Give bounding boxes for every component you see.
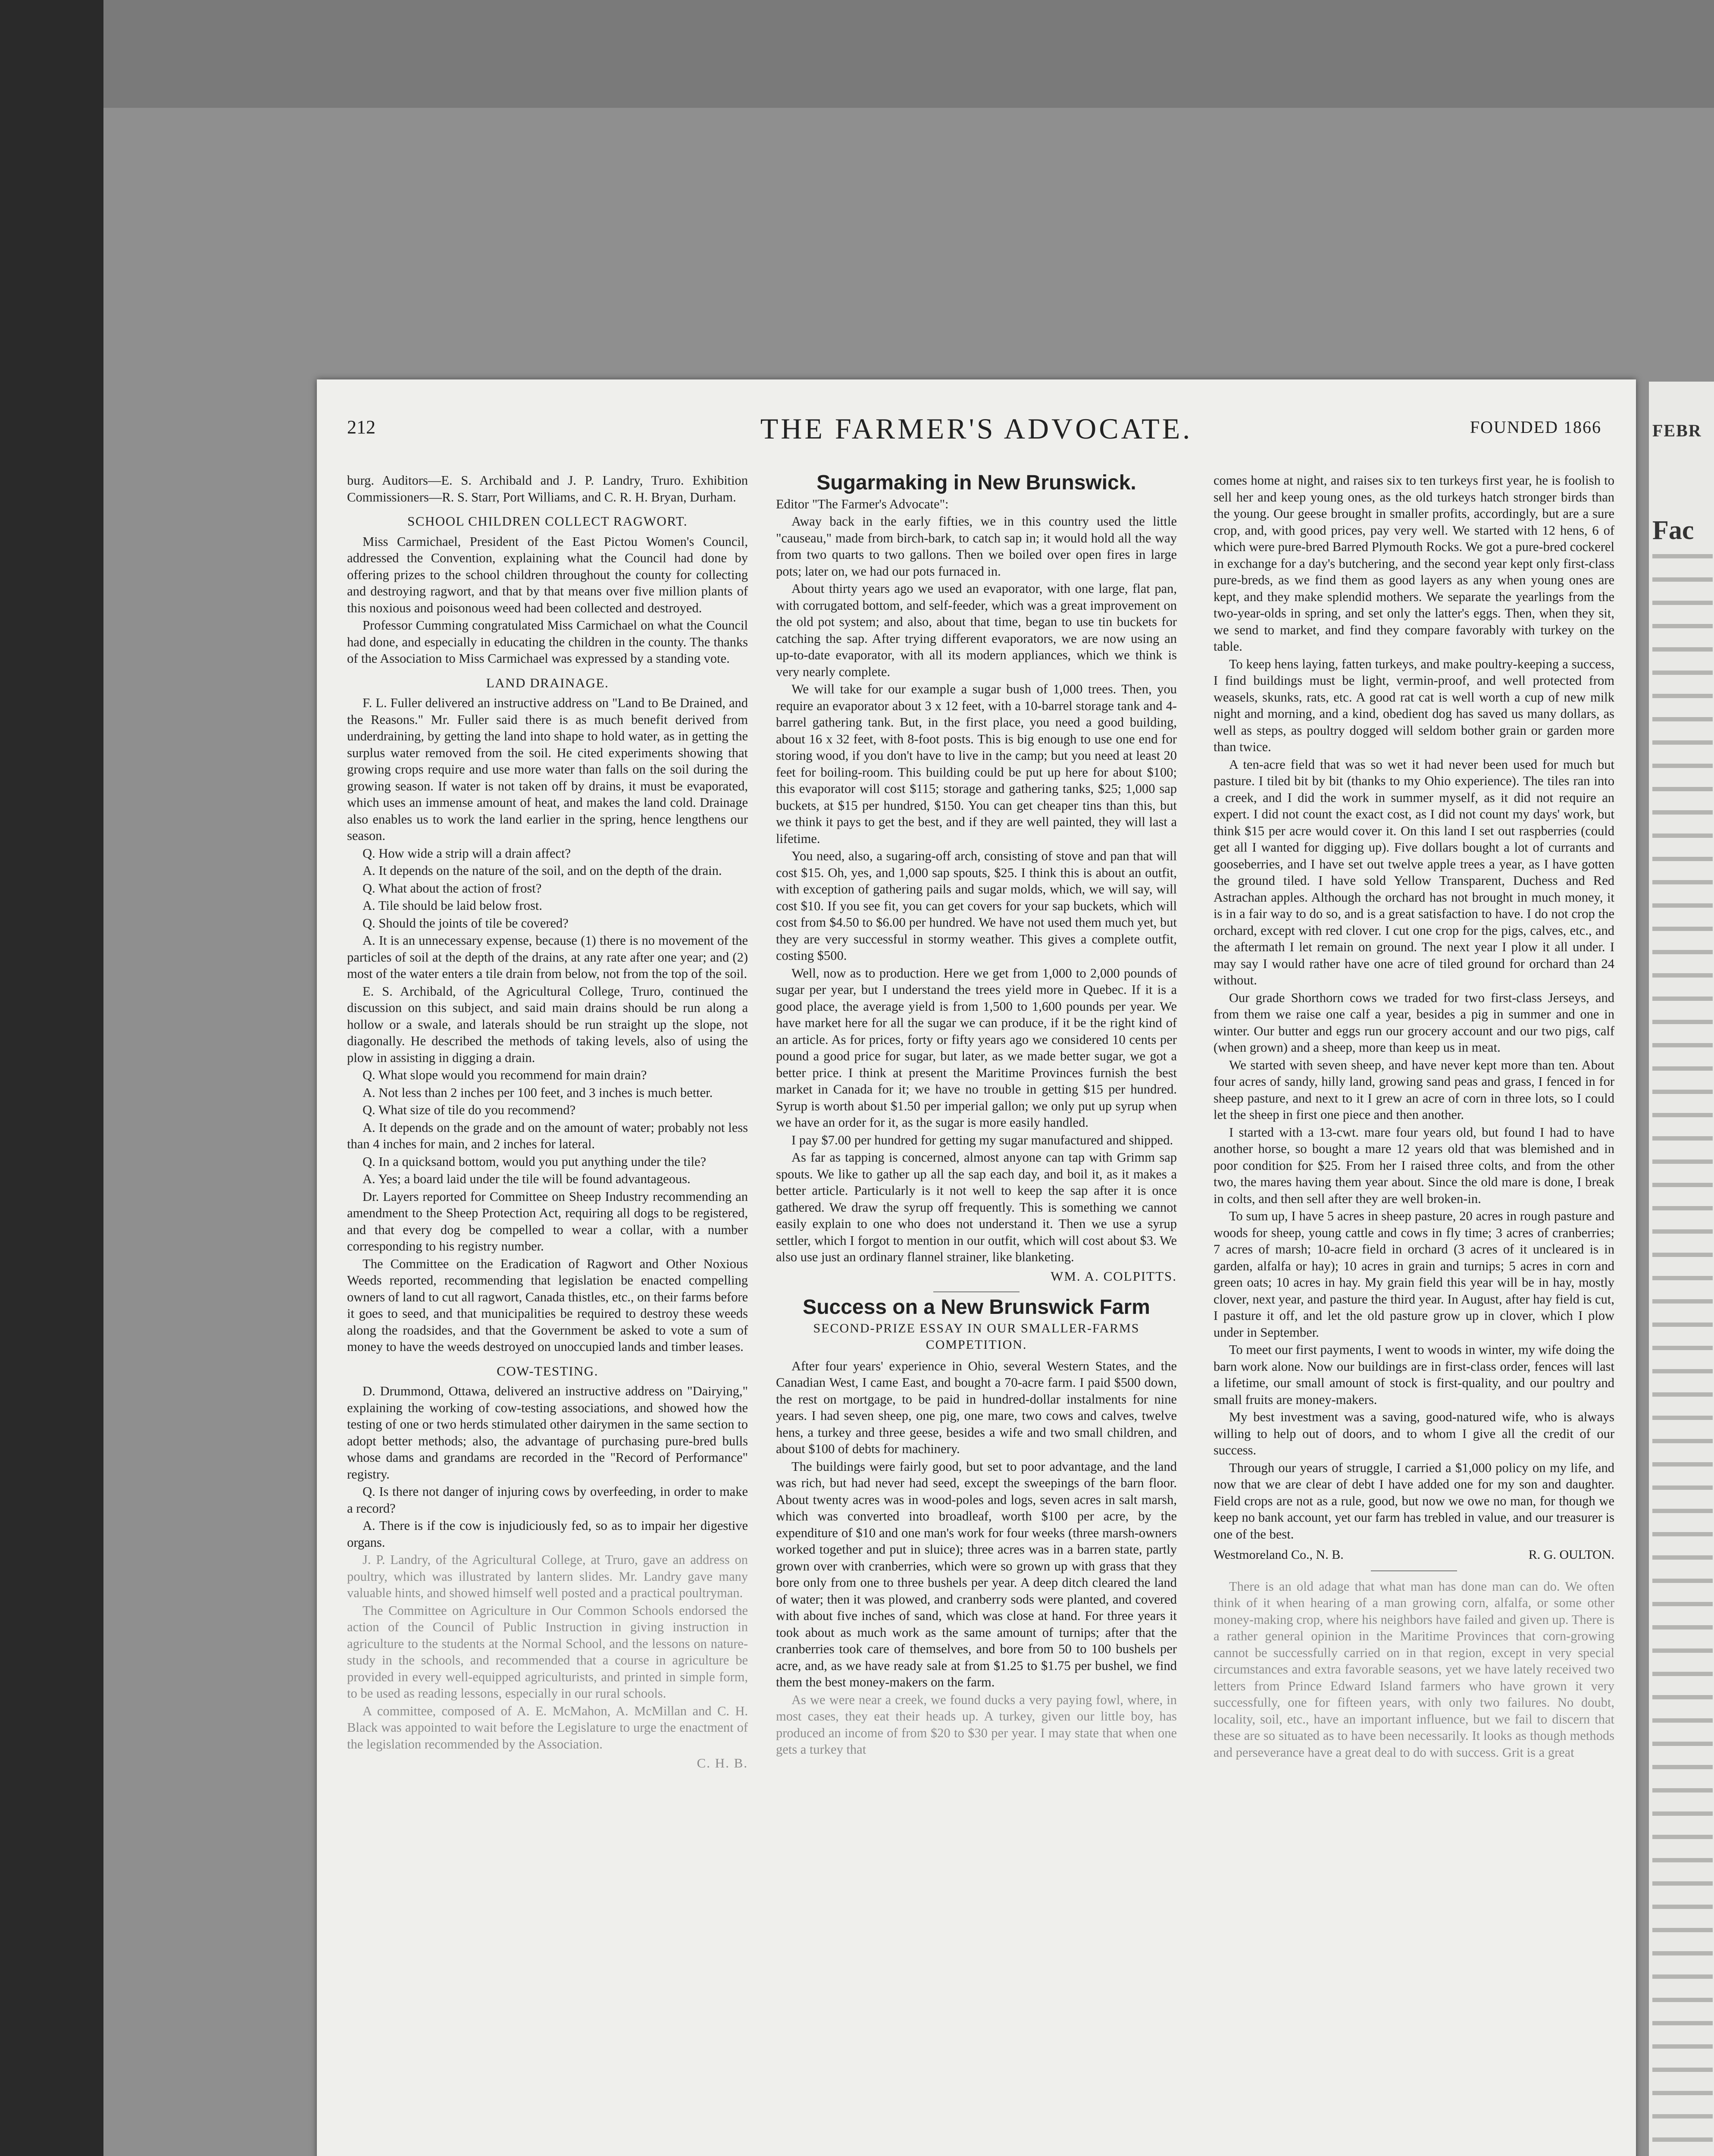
text-line <box>1652 1905 1713 1909</box>
answer: A. It depends on the grade and on the amount of water; probably not less than 4 inches for main, and 2 inches for lateral. <box>347 1120 748 1151</box>
text-line <box>1652 647 1713 652</box>
text-line <box>1652 1742 1713 1746</box>
adjacent-page-edge <box>1649 382 1714 2156</box>
text-line <box>1652 927 1713 931</box>
text-line <box>1652 624 1713 628</box>
text-line <box>1652 787 1713 791</box>
answer: A. It is an unnecessary expense, because (1) there is no movement of the particles of soil at the depth of the drains, at any rate after one year; and (2) most of the water enters a tile drain from below, not from the top of the soil. <box>347 933 748 981</box>
text-line <box>1652 810 1713 815</box>
question: Q. What size of tile do you recommend? <box>363 1103 576 1117</box>
text-line <box>1652 1532 1713 1536</box>
paragraph: We will take for our example a sugar bush of 1,000 trees. Then, you require an evaporator about 3 x 12 feet, with a 10-barrel storage tank and 4-barrel gathering tank. But, in the first place, you need a good building, about 16 x 32 feet, with 8-foot posts. This is big enough to use one end for storing wood, if you don't have to live in the camp; but you need at least 20 feet for boiling-room. This building could be put up here for about $100; this evaporator will cost $115; storage and gathering tanks, $25; 1,000 sap buckets, at $15 per hundred, $150. You can get cheaper tins than this, but we think it pays to get the best, and if they are well painted, they will last a lifetime. <box>776 682 1177 846</box>
paragraph: Away back in the early fifties, we in this country used the little "causeau," made from birch-bark, to catch sap in; it would hold all the way from two quarts to two gallons. Then we boiled over open fires in large pots; later on, we had our pots furnaced in. <box>776 514 1177 579</box>
paragraph: There is an old adage that what man has done man can do. We often think of it when hearing of a man growing corn, alfalfa, or some other money-making crop, where his neighbors have failed and given up. There is a rather general opinion in the Maritime Provinces that corn-growing cannot be successfully carried on in that region, except in very special circumstances and extra favorable seasons, yet we have lately received two letters from Prince Edward Island farmers who have grown it very successfully, one for fifteen years, with only two failures. No doubt, locality, soil, etc., have an important influence, but we fail to discern that these are so situated as to have been necessarily. It looks as though methods and perseverance have a great deal to do with success. Grit is a great <box>1214 1579 1614 1760</box>
text-line <box>1652 1788 1713 1792</box>
text-line <box>1652 1858 1713 1862</box>
text-line <box>1652 1043 1713 1047</box>
text-line <box>1652 1998 1713 2002</box>
text-line <box>1652 857 1713 861</box>
text-line <box>1652 1835 1713 1839</box>
text-line <box>1652 601 1713 605</box>
text-line <box>1652 903 1713 908</box>
text-line <box>1652 1299 1713 1304</box>
paragraph: To meet our first payments, I went to woods in winter, my wife doing the barn work alone. Now our buildings are in first-class order, fences will last a lifetime, our small amount of stock is first-quality, and our poultry and small fruits are money-makers. <box>1214 1342 1614 1407</box>
salutation: Editor "The Farmer's Advocate": <box>776 496 949 511</box>
text-line <box>1652 997 1713 1001</box>
text-line <box>1652 1974 1713 1979</box>
adjacent-page-text <box>1652 554 1713 2156</box>
text-line <box>1652 1183 1713 1187</box>
text-line <box>1652 950 1713 954</box>
question: Q. In a quicksand bottom, would you put anything under the tile? <box>363 1154 707 1169</box>
question: Q. Is there not danger of injuring cows by overfeeding, in order to make a record? <box>347 1484 748 1516</box>
text-line <box>1652 1416 1713 1420</box>
text-line <box>1652 1579 1713 1583</box>
article-heading-sugarmaking: Sugarmaking in New Brunswick. <box>816 471 1136 494</box>
divider <box>1371 1570 1457 1571</box>
question: Q. What slope would you recommend for main drain? <box>363 1068 647 1082</box>
paragraph: You need, also, a sugaring-off arch, consisting of stove and pan that will cost $15. Oh, yes, and 1,000 sap spouts, $25. I think this is about an outfit, with exception of gathering pails and sugar molds, which, we will say, will cost $10. If you see fit, you can get covers for your sap buckets, which will cost from $4.50 to $6.00 per hundred. We have not used them much yet, but they are very successful in stormy weather. This gives a complete outfit, costing $500. <box>776 849 1177 963</box>
adjacent-page-title: Fac <box>1652 516 1694 545</box>
text-line <box>1652 2021 1713 2025</box>
publication-title: THE FARMER'S ADVOCATE. <box>760 412 1193 445</box>
paragraph: A ten-acre field that was so wet it had never been used for much but pasture. I tiled bit by bit (thanks to my Ohio experience). The tiles ran into a creek, and I did the work in summer myself, as it did not require an expert. I did not count the exact cost, as I did not count my days' work, but think $15 per acre would cover it. On this land I set out raspberries (could get all I wanted for digging up). Five dollars bought a lot of currants and gooseberries, and I have set out twelve apple trees a year, as I have gotten the ground tiled. I have sold Yellow Transparent, Duchess and Red Astrachan apples. Although the orchard has not brought in much money, it is in a fair way to do so, and is a great satisfaction to have. I do not crop the orchard, except with red clover. I cut one crop for the pigs, calves, etc., and the aftermath I let remain on ground. The next year I plow it all under. I may say I would rather have one acre of tiled ground for orchard than 24 without. <box>1214 757 1614 987</box>
paragraph: F. L. Fuller delivered an instructive address on "Land to Be Drained, and the Reasons." Mr. Fuller said there is as much benefit derived from underdraining, by getting the land into shape to hold water, as in getting the surplus water removed from the soil. He cited experiments showing that growing crops require and use more water than falls on the soil during the growing season. If water is not taken off by drains, it must be evaporated, which uses an immense amount of heat, and makes the land cold. Drainage also enables us to work the land earlier in the spring, hence lengthens our season. <box>347 696 748 843</box>
text-line <box>1652 1951 1713 1955</box>
section-heading-drainage: LAND DRAINAGE. <box>486 675 609 690</box>
text-line <box>1652 1602 1713 1606</box>
paragraph: About thirty years ago we used an evaporator, with one large, flat pan, with corrugated bottom, and self-feeder, which was a great improvement on the old pot system; and also, about that time, began to use tin buckets for catching the sap. After trying different evaporators, we are now using an up-to-date evaporator, with all its modern appliances, which we think is very nearly complete. <box>776 581 1177 679</box>
text-line <box>1652 1672 1713 1676</box>
paragraph: My best investment was a saving, good-natured wife, who is always willing to help out of doors, and to whom I give all the credit of our success. <box>1214 1410 1614 1457</box>
article-subheading: SECOND-PRIZE ESSAY IN OUR SMALLER-FARMS COMPETITION. <box>813 1321 1140 1352</box>
question: Q. What about the action of frost? <box>363 881 542 896</box>
paragraph: Professor Cumming congratulated Miss Carmichael on what the Council had done, and especially in educating the children in the county. The thanks of the Association to Miss Carmichael was expressed by a standing vote. <box>347 618 748 666</box>
text-line <box>1652 1369 1713 1373</box>
paragraph: Dr. Layers reported for Committee on Sheep Industry recommending an amendment to the Sheep Protection Act, requiring all dogs to be registered, and that every dog be compelled to wear a collar, with a number corresponding to his registry number. <box>347 1189 748 1253</box>
paragraph: The Committee on the Eradication of Ragwort and Other Noxious Weeds reported, recommending that legislation be enacted compelling owners of land to cut all ragwort, Canada thistles, etc., on their farms before it goes to seed, and that municipalities be required to destroy these weeds along the roadsides, and that the Government be asked to vote a sum of money to have the weeds destroyed on unoccupied lands and timber leases. <box>347 1256 748 1354</box>
text-line <box>1652 1555 1713 1560</box>
text-line <box>1652 1485 1713 1490</box>
text-line <box>1652 717 1713 721</box>
signature-name: R. G. OULTON. <box>1528 1548 1614 1562</box>
adjacent-page-header: FEBR <box>1652 421 1702 440</box>
text-line <box>1652 2114 1713 2118</box>
text-line <box>1652 1346 1713 1350</box>
page-number: 212 <box>347 417 375 438</box>
text-line <box>1652 973 1713 978</box>
text-line <box>1652 1648 1713 1653</box>
paragraph: I started with a 13-cwt. mare four years old, but found I had to have another horse, so bought a mare 12 years old that was blemished and in poor condition for $25. From her I raised three colts, and from the other two, the mares having them year about. Since the old mare is done, I break in colts, and then sell after they are well broken-in. <box>1214 1125 1614 1206</box>
section-heading-cow-testing: COW-TESTING. <box>497 1363 598 1379</box>
text-line <box>1652 1322 1713 1327</box>
text-line <box>1652 694 1713 698</box>
paragraph: To sum up, I have 5 acres in sheep pasture, 20 acres in rough pasture and woods for sheep, young cattle and cows in fly time; 3 acres of cranberries; 7 acres of marsh; 10-acre field in orchard (3 acres of it uncleared is in garden, alfalfa or hay); 10 acres in grain and turnips; 5 acres in corn and green oats; 10 acres in hay. My grain field this year will be in hay, mostly clover, next year, and pasture the third year. In August, after hay field is cut, I pasture it off, and let the old pasture grow up in clover, which I plow under in September. <box>1214 1209 1614 1340</box>
page-header <box>317 412 1636 451</box>
text-line <box>1652 1276 1713 1280</box>
paragraph: comes home at night, and raises six to ten turkeys first year, he is foolish to sell her and keep young ones, as the old turkeys hatch stronger birds than the young. Our geese brought in smaller profits, accordingly, but are a sure crop, and, with good prices, pay very well. We started with 12 hens, 6 of which were pure-bred Barred Plymouth Rocks. We got a pure-bred cockerel in exchange for a day's butchering, and the second year kept only first-class pure-breds, as we find them as good layers as any when young ones are kept, and they make splendid mothers. We separate the yearlings from the two-year-olds in spring, and set only the latter's eggs. Then, when they sit, we send to market, and find they compare favorably with turkey on the table. <box>1214 473 1614 654</box>
newspaper-page <box>317 379 1636 2156</box>
text-line <box>1652 1928 1713 1932</box>
answer: A. Tile should be laid below frost. <box>363 898 542 913</box>
text-line <box>1652 740 1713 745</box>
paragraph: I pay $7.00 per hundred for getting my sugar manufactured and shipped. <box>791 1132 1173 1147</box>
text-line <box>1652 1811 1713 1816</box>
text-line <box>1652 2137 1713 2142</box>
signature-place: Westmoreland Co., N. B. <box>1214 1548 1344 1562</box>
paragraph: The buildings were fairly good, but set to poor advantage, and the land was rich, but had never had seed, except the sweepings of the barn floor. About twenty acres was in wood-poles and logs, seven acres in salt marsh, which was converted into broadleaf, worth $100 per acre, by the expenditure of $10 and one man's work for four weeks (three marsh-owners worked together and put in sluice); three acres was in a barren state, partly grown over with cranberries, which were so grown up with grass that they bore only from one to three bushels per year. A deep ditch cleared the land of water; then it was plowed, and cranberry sods were planted, and covered with about five inches of sand, which was close at hand. For three years it took about as much work as the same amount of turnips; after that the cranberries took care of themselves, and bore from 50 to 100 bushels per acre, and, as we have ready sale at from $1.25 to $1.75 per bushel, we find them the best money-makers on the farm. <box>776 1459 1177 1689</box>
signature-line <box>1214 1547 1614 1564</box>
answer: A. There is if the cow is injudiciously fed, so as to impair her digestive organs. <box>347 1518 748 1550</box>
text-line <box>1652 1439 1713 1443</box>
text-line <box>1652 764 1713 768</box>
paragraph: After four years' experience in Ohio, several Western States, and the Canadian West, I came East, and bought a 70-acre farm. I paid $500 down, the rest on mortgage, to be paid in hundred-dollar instalments for nine years. I had seven sheep, one pig, one mare, two cows and calves, twelve hens, a turkey and three geese, besides a wife and two small children, and about $100 of debts for machinery. <box>776 1358 1177 1456</box>
paragraph: Through our years of struggle, I carried a $1,000 policy on my life, and now that we are clear of debt I have added one for my son and daughter. Field crops are not as a rule, good, but now we owe no man, for though we keep no bank account, yet our farm has trebled in value, and our treasurer is one of the best. <box>1214 1460 1614 1542</box>
text-line <box>1652 834 1713 838</box>
paragraph: The Committee on Agriculture in Our Common Schools endorsed the action of the Council of Public Instruction in giving instruction in agriculture to the students at the Normal School, and the lessons on nature-study in the schools, and recommended that a course in agriculture be provided in every well-equipped agriculturists, and printed in simple form, to be used as reading lessons, especially in our rural schools. <box>347 1603 748 1701</box>
text-line <box>1652 1695 1713 1699</box>
paragraph: Our grade Shorthorn cows we traded for two first-class Jerseys, and from them we raise one calf a year, besides a pig in summer and one in winter. Our butter and eggs run our grocery account and our two pigs, calf (when grown) and a sheep, more than keep us in meat. <box>1214 990 1614 1055</box>
text-line <box>1652 2091 1713 2095</box>
divider <box>933 1291 1020 1292</box>
text-line <box>1652 1392 1713 1397</box>
paragraph: A committee, composed of A. E. McMahon, A. McMillan and C. H. Black was appointed to wait before the Legislature to urge the enactment of the legislation recommended by the Association. <box>347 1703 748 1752</box>
question: Q. How wide a strip will a drain affect? <box>363 846 571 861</box>
column-1 <box>347 472 748 1775</box>
paragraph: J. P. Landry, of the Agricultural College, at Truro, gave an address on poultry, which was illustrated by lantern slides. Mr. Landry gave many valuable hints, and showed himself well posted and a practical poultryman. <box>347 1552 748 1600</box>
answer: A. It depends on the nature of the soil, and on the depth of the drain. <box>363 863 722 878</box>
answer: A. Yes; a board laid under the tile will be found advantageous. <box>363 1172 691 1186</box>
text-line <box>1652 1206 1713 1210</box>
text-line <box>1652 1136 1713 1141</box>
text-line <box>1652 1113 1713 1117</box>
text-line <box>1652 671 1713 675</box>
text-line <box>1652 1625 1713 1630</box>
text-line <box>1652 1765 1713 1769</box>
paragraph: Well, now as to production. Here we get from 1,000 to 2,000 pounds of sugar per year, but I understand the trees yield more in Quebec. If it is a good place, the average yield is from 1,500 to 1,600 pounds per year. We have market here for all the sugar we can produce, if it be the right kind of an article. As for prices, forty or fifty years ago we considered 10 cents per pound a good price for sugar, but later, as we made better sugar, we got a better price. I think at present the Maritime Provinces furnish the best market in Canada for it; we have no trouble in getting $15 per hundred. Syrup is worth about $1.50 per imperial gallon; we only put up syrup when we have an order for it, as the sugar is more easily handled. <box>776 965 1177 1130</box>
text-line <box>1652 2068 1713 2072</box>
column-2 <box>776 472 1177 1759</box>
text-line <box>1652 1509 1713 1513</box>
paragraph: D. Drummond, Ottawa, delivered an instructive address on "Dairying," explaining the working of cow-testing associations, and showed how the testing of one or two herds stimulated other dairymen in the same section to adopt better methods; also, the advantage of purchasing pure-bred bulls whose dams and grandams are recorded in the "Record of Performance" registry. <box>347 1384 748 1482</box>
text-line <box>1652 577 1713 582</box>
signature: WM. A. COLPITTS. <box>1051 1268 1177 1284</box>
column-3 <box>1214 472 1614 1761</box>
scan-border-left <box>0 0 103 2156</box>
founded-line: FOUNDED 1866 <box>1470 417 1601 437</box>
paragraph: As we were near a creek, we found ducks a very paying fowl, where, in most cases, they eat their heads up. A turkey, given our little boy, has produced an income of from $20 to $30 per year. I may state that when one gets a turkey that <box>776 1692 1177 1757</box>
text-line <box>1652 880 1713 884</box>
paragraph: We started with seven sheep, and have never kept more than ten. About four acres of sandy, hilly land, growing sand peas and grass, I fenced in for sheep pasture, and next to it I grew an acre of corn in three lots, so I could let the sheep in first one piece and then another. <box>1214 1057 1614 1122</box>
text-line <box>1652 1718 1713 1723</box>
text-line <box>1652 554 1713 558</box>
paragraph: As far as tapping is concerned, almost anyone can tap with Grimm sap spouts. We like to gather up all the sap each day, and boil it, as it makes a better article. Particularly is it not well to keep the sap after it is once gathered. We draw the syrup off frequently. This is something we cannot easily explain to one who does not understand it. Then we use a syrup settler, which I forgot to mention in our outfit, which will cost about $3. We also use just an ordinary flannel strainer, like blanketing. <box>776 1150 1177 1264</box>
section-heading-ragwort: SCHOOL CHILDREN COLLECT RAGWORT. <box>407 514 688 529</box>
text-line <box>1652 1229 1713 1234</box>
text-line <box>1652 2044 1713 2049</box>
text-line <box>1652 1159 1713 1164</box>
text-line <box>1652 1090 1713 1094</box>
paragraph: E. S. Archibald, of the Agricultural College, Truro, continued the discussion on this subject, and said main drains should be run along a hollow or a swale, and laterals should be run straight up the slope, not diagonally. He described the methods of taking levels, also of using the plow in assisting in digging a drain. <box>347 984 748 1065</box>
text-line <box>1652 1066 1713 1071</box>
paragraph: To keep hens laying, fatten turkeys, and make poultry-keeping a success, I find buildings must be light, vermin-proof, and well protected from weasels, skunks, rats, etc. A good rat cat is well worth a cup of new milk night and morning, and a kind, obedient dog has saved us many dollars, as well as steps, as poultry dogged will seldom bother grain or garden more than twice. <box>1214 656 1614 754</box>
article-heading-success: Success on a New Brunswick Farm <box>803 1296 1150 1319</box>
text-line <box>1652 1253 1713 1257</box>
paragraph: Miss Carmichael, President of the East Pictou Women's Council, addressed the Convention, explaining what the Council had done by offering prizes to the school children throughout the county for collecting and destroying ragwort, and that by that means over five million plants of this noxious and poisonous weed had been collected and destroyed. <box>347 534 748 615</box>
text-line <box>1652 1462 1713 1467</box>
paragraph: burg. Auditors—E. S. Archibald and J. P. Landry, Truro. Exhibition Commissioners—R. S. Starr, Port Williams, and C. R. H. Bryan, Durham. <box>347 473 748 505</box>
text-line <box>1652 1881 1713 1886</box>
signature: C. H. B. <box>697 1755 748 1771</box>
scan-border-top <box>103 0 1714 108</box>
answer: A. Not less than 2 inches per 100 feet, and 3 inches is much better. <box>363 1085 713 1100</box>
text-line <box>1652 1020 1713 1024</box>
question: Q. Should the joints of tile be covered? <box>363 915 569 931</box>
